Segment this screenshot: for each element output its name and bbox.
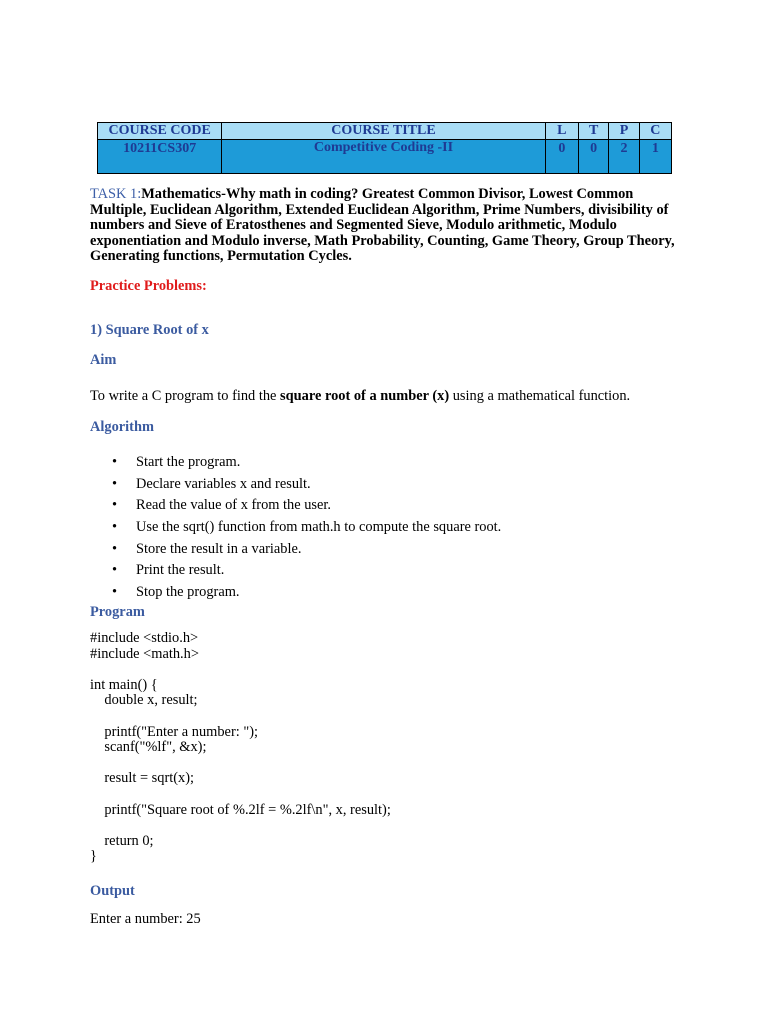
list-item [90, 560, 501, 582]
output-line: Enter a number: 25 [90, 911, 201, 927]
value-course-code: 10211CS307 [98, 140, 222, 174]
aim-text-post: using a mathematical function. [449, 388, 631, 404]
header-course-code: COURSE CODE [98, 123, 222, 140]
header-course-title: COURSE TITLE [222, 123, 545, 140]
value-course-title: Competitive Coding -II [222, 140, 545, 174]
header-t: T [579, 123, 609, 140]
aim-text-pre: To write a C program to find the [90, 388, 281, 404]
bullet-icon: • [112, 454, 118, 470]
algorithm-steps [90, 452, 501, 604]
algorithm-step: Store the result in a variable. [136, 540, 302, 557]
list-item [90, 582, 501, 604]
problem-title: 1) Square Root of x [90, 322, 209, 338]
algorithm-heading: Algorithm [90, 419, 154, 435]
bullet-icon: • [112, 497, 118, 514]
program-heading: Program [90, 604, 145, 620]
value-p: 2 [609, 140, 639, 174]
task-label: TASK 1: [90, 186, 142, 202]
header-c: C [639, 123, 671, 140]
bullet-icon: • [112, 475, 118, 492]
course-table-value-row [98, 140, 672, 174]
course-table [97, 122, 672, 174]
value-c: 1 [639, 140, 671, 174]
bullet-icon: • [112, 562, 118, 579]
list-item [90, 495, 501, 517]
task-description [90, 187, 690, 265]
course-table-header-row [98, 123, 672, 140]
list-item [90, 474, 501, 496]
algorithm-step: Stop the program. [136, 584, 240, 601]
aim-text-bold: square root of a number (x) [280, 388, 450, 404]
algorithm-step: Declare variables x and result. [136, 475, 311, 492]
output-heading: Output [90, 883, 135, 899]
algorithm-step: Read the value of x from the user. [136, 497, 332, 514]
header-p: P [609, 123, 639, 140]
bullet-icon: • [112, 540, 118, 557]
task-text: Mathematics-Why math in coding? Greatest Common Divisor, Lowest Common Multiple, Euclidean Algorithm, Extended Euclidean Algorithm, Prime Numbers, divisibility of numbers and Sieve of Eratosthenes and Segmented Sieve, Modulo arithmetic, Modulo exponentiation and Modulo inverse, Math Probability, Counting, Game Theory, Group Theory, Generating functions, Permutation Cycles. [90, 186, 675, 265]
header-l: L [545, 123, 578, 140]
algorithm-step: Use the sqrt() function from math.h to compute the square root. [136, 519, 502, 536]
aim-text [90, 388, 630, 405]
practice-problems-heading: Practice Problems: [90, 278, 207, 294]
algorithm-step: Start the program. [136, 454, 241, 470]
list-item [90, 539, 501, 561]
list-item [90, 517, 501, 539]
bullet-icon: • [112, 584, 118, 601]
value-t: 0 [579, 140, 609, 174]
program-code: #include <stdio.h> #include <math.h> int main() { double x, result; printf("Enter a number: "); scanf("%lf", &x); result = sqrt(x); printf("Square root of %.2lf = %.2lf\n", x, result); return 0; } [90, 630, 391, 865]
aim-heading: Aim [90, 352, 117, 368]
bullet-icon: • [112, 519, 118, 536]
list-item [90, 452, 501, 474]
algorithm-step: Print the result. [136, 562, 225, 579]
value-l: 0 [545, 140, 578, 174]
